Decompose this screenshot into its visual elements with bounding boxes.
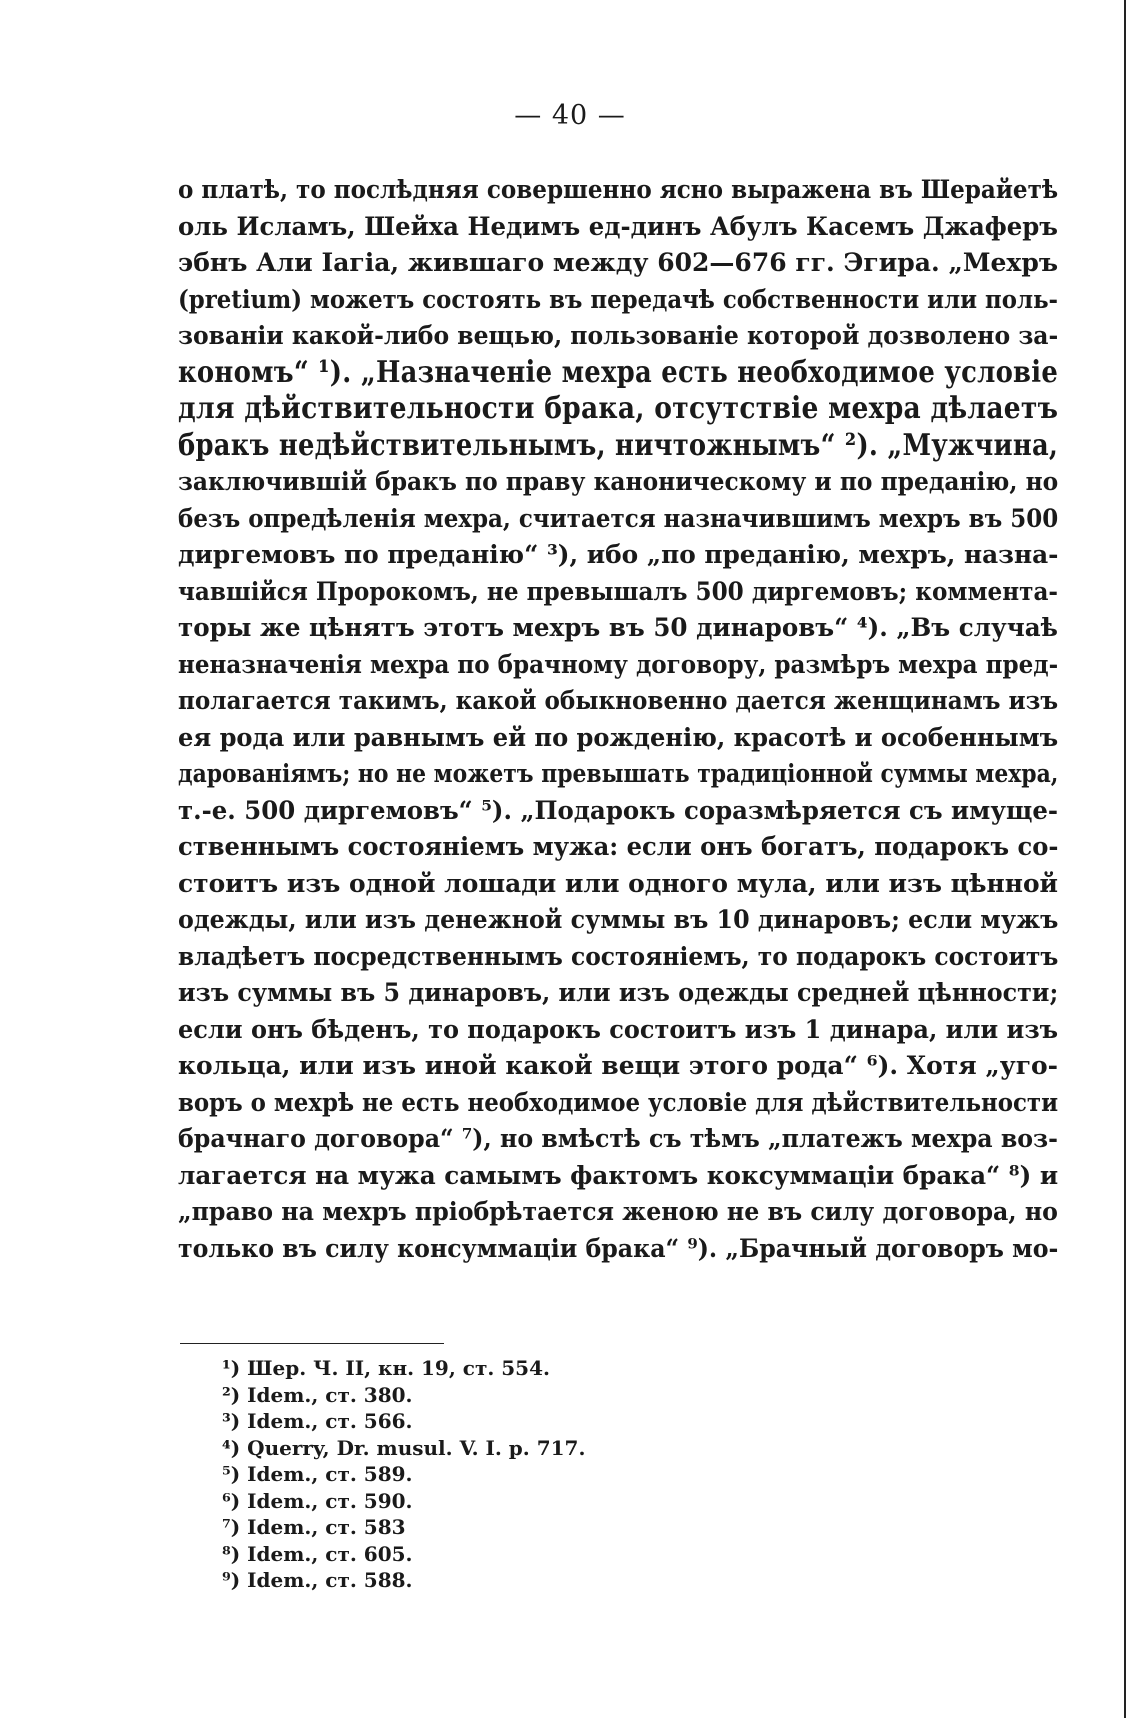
text-line: одежды, или изъ денежной суммы въ 10 динаровъ; если мужъ <box>178 905 1059 934</box>
text-line: владѣетъ посредственнымъ состоянiемъ, то подарокъ состоитъ <box>178 941 1059 971</box>
text-line: кономъ“ ¹). „Назначенiе мехра есть необходимое условiе <box>178 354 1059 390</box>
text-line: неназначенiя мехра по брачному договору, размѣръ мехра пред- <box>178 649 1059 679</box>
text-line: только въ силу консуммацiи брака“ ⁹). „Брачный договоръ мо- <box>178 1233 1059 1263</box>
text-line: диргемовъ по преданiю“ ³), ибо „по преданiю, мехръ, назна- <box>178 540 1059 569</box>
text-line: ственнымъ состоянiемъ мужа: если онъ богатъ, подарокъ со- <box>178 832 1059 861</box>
footnote: ³) Idem., ст. 566. <box>222 1409 413 1433</box>
footnote: ⁶) Idem., ст. 590. <box>222 1488 413 1513</box>
text-line: оль Исламъ, Шейха Недимъ ед-динъ Абулъ Касемъ Джаферъ <box>178 211 1058 241</box>
text-line: кольца, или изъ иной какой вещи этого рода“ ⁶). Хотя „уго- <box>178 1051 1058 1080</box>
footnote: ⁴) Querry, Dr. musul. V. I. p. 717. <box>222 1435 586 1460</box>
text-line: ея рода или равнымъ ей по рожденiю, красотѣ и особеннымъ <box>178 722 1059 752</box>
text-line: безъ опредѣленiя мехра, считается назначившимъ мехръ въ 500 <box>178 503 1059 533</box>
footnote: ¹) Шер. Ч. II, кн. 19, ст. 554. <box>222 1356 550 1380</box>
text-line: о платѣ, то послѣдняя совершенно ясно выражена въ Шерайетѣ <box>178 175 1059 204</box>
text-line: т.-е. 500 диргемовъ“ ⁵). „Подарокъ соразмѣряется съ имуще- <box>178 795 1058 825</box>
text-line: (pretium) можетъ состоять въ передачѣ собственности или поль- <box>178 284 1059 314</box>
footnote: ⁵) Idem., ст. 589. <box>222 1462 413 1486</box>
text-line: воръ о мехрѣ не есть необходимое условiе для дѣйствительности <box>178 1087 1059 1117</box>
footnote-divider <box>180 1343 444 1344</box>
text-line: лагается на мужа самымъ фактомъ коксуммацiи брака“ ⁸) и <box>178 1160 1059 1190</box>
footnote: ⁷) Idem., ст. 583 <box>222 1515 406 1539</box>
page-number: — 40 — <box>514 100 626 131</box>
footnote: ⁹) Idem., ст. 588. <box>222 1568 413 1592</box>
footnote: ⁸) Idem., ст. 605. <box>222 1541 413 1566</box>
text-line: дарованiямъ; но не можетъ превышать традицiонной суммы мехра, <box>178 759 1059 788</box>
footnote: ²) Idem., ст. 380. <box>222 1382 413 1407</box>
text-line: изъ суммы въ 5 динаровъ, или изъ одежды средней цѣнности; <box>178 978 1059 1007</box>
text-line: бракъ недѣйствительнымъ, ничтожнымъ“ ²). „Мужчина, <box>178 427 1059 463</box>
text-line: для дѣйствительности брака, отсутствiе мехра дѣлаетъ <box>178 391 1059 426</box>
text-line: чавшiйся Пророкомъ, не превышалъ 500 диргемовъ; коммента- <box>178 576 1059 606</box>
page-edge-rule <box>1124 0 1126 1718</box>
text-line: стоитъ изъ одной лошади или одного мула, или изъ цѣнной <box>178 868 1059 898</box>
text-line: зованiи какой-либо вещью, пользованiе которой дозволено за- <box>178 321 1059 350</box>
text-line: если онъ бѣденъ, то подарокъ состоитъ изъ 1 динара, или изъ <box>178 1014 1059 1044</box>
text-line: торы же цѣнятъ этотъ мехръ въ 50 динаровъ“ ⁴). „Въ случаѣ <box>178 613 1058 642</box>
text-line: „право на мехръ прiобрѣтается женою не въ силу договора, но <box>178 1197 1058 1226</box>
footnotes <box>222 1355 585 1594</box>
body-text <box>178 172 1058 1267</box>
text-line: брачнаго договора“ ⁷), но вмѣстѣ съ тѣмъ „платежъ мехра воз- <box>178 1124 1058 1153</box>
text-line: эбнъ Али Iагiа, жившаго между 602—676 гг. Эгира. „Мехръ <box>178 248 1058 277</box>
text-line: заключившiй бракъ по праву каноническому и по преданiю, но <box>178 467 1059 496</box>
text-line: полагается такимъ, какой обыкновенно дается женщинамъ изъ <box>178 686 1059 715</box>
